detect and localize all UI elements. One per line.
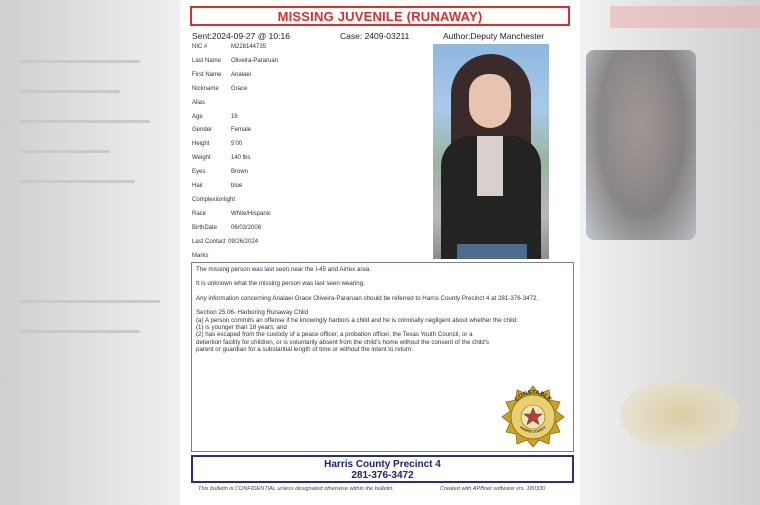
field-value-gender: Female bbox=[231, 127, 252, 134]
agency-name: Harris County Precinct 4 bbox=[324, 459, 441, 470]
field-label-birthdate: BirthDate bbox=[192, 224, 218, 231]
confidential-disclaimer: This bulletin is CONFIDENTIAL unless designated otherwise within the bulletin. bbox=[198, 486, 395, 492]
field-value-nickname: Grace bbox=[231, 85, 248, 92]
field-value-complexion: light bbox=[224, 196, 236, 203]
field-label-race: Race bbox=[192, 210, 207, 217]
field-label-alias: Alias bbox=[192, 99, 206, 106]
field-label-age: Age bbox=[192, 113, 203, 120]
clothing-text: It is unknown what the missing person was last seen wearing. bbox=[196, 280, 365, 288]
section-2: (2) has escaped from the custody of a peace officer, a probation officer, the Texas Youth Council, or a detention facility for children, or is voluntarily absent from the child's home without the consent of the child's parent or guardian for a substantial length of time or without the intent to return. bbox=[196, 331, 489, 354]
field-value-birthdate: 06/03/2008 bbox=[231, 224, 262, 231]
field-label-weight: Weight bbox=[192, 155, 211, 162]
field-value-nic: M228144735 bbox=[231, 44, 267, 50]
field-label-first-name: First Name bbox=[192, 71, 222, 78]
author: Author:Deputy Manchester bbox=[443, 31, 545, 41]
field-label-last-contact: Last Contact bbox=[192, 238, 226, 245]
field-value-eyes: Brown bbox=[231, 169, 249, 176]
sent-timestamp: Sent:2024-09-27 @ 10:16 bbox=[192, 31, 290, 41]
constable-badge-icon bbox=[500, 385, 566, 447]
case-number: Case: 2409-03211 bbox=[340, 31, 410, 41]
section-a: (a) A person commits an offense if he knowingly harbors a child and he is criminally negligent about whether the child: bbox=[196, 316, 518, 324]
background-right-blur bbox=[580, 0, 760, 505]
field-label-complexion: Complexion bbox=[192, 196, 224, 203]
field-label-eyes: Eyes bbox=[192, 169, 206, 176]
field-label-last-name: Last Name bbox=[192, 57, 222, 64]
field-value-first-name: Analaei bbox=[231, 71, 252, 78]
field-value-last-contact: 09/26/2024 bbox=[228, 238, 259, 245]
last-seen-text: The missing person was last seen near the I-45 and Airtex area. bbox=[196, 266, 372, 273]
field-value-hair: blue bbox=[231, 183, 243, 189]
agency-contact-box bbox=[191, 455, 574, 483]
field-label-height: Height bbox=[192, 141, 210, 148]
field-label-hair: Hair bbox=[192, 183, 204, 189]
contact-text: Any information concerning Analaei Grace Oliveira-Pararuan should be referred to Harris County Precinct 4 at 281-376-3472. bbox=[196, 294, 539, 302]
field-label-nickname: Nickname bbox=[192, 85, 219, 92]
field-label-gender: Gender bbox=[192, 127, 213, 134]
badge-subtitle: HARRIS COUNTY bbox=[518, 425, 548, 434]
bulletin-document bbox=[180, 0, 580, 505]
section-title: Section 25.06- Harboring Runaway Child bbox=[196, 309, 309, 317]
field-value-height: 5'00 bbox=[231, 141, 243, 148]
field-label-marks: Marks bbox=[192, 252, 209, 259]
section-1: (1) is younger than 18 years; and bbox=[196, 324, 287, 332]
background-left-blur bbox=[0, 0, 180, 505]
bulletin-title: MISSING JUVENILE (RUNAWAY) bbox=[190, 6, 570, 26]
field-value-last-name: Oliveira-Pararuan bbox=[231, 57, 279, 64]
missing-person-photo bbox=[433, 44, 549, 259]
software-credit: Created with APBnet software vrs. 180330 bbox=[440, 486, 546, 492]
field-value-race: White/Hispanic bbox=[231, 210, 272, 217]
field-value-age: 16 bbox=[231, 113, 238, 120]
agency-phone: 281-376-3472 bbox=[351, 470, 414, 481]
field-value-weight: 140 lbs bbox=[231, 155, 251, 162]
field-label-nic: NIC # bbox=[192, 44, 208, 50]
badge-title: CONSTABLE bbox=[513, 389, 553, 404]
